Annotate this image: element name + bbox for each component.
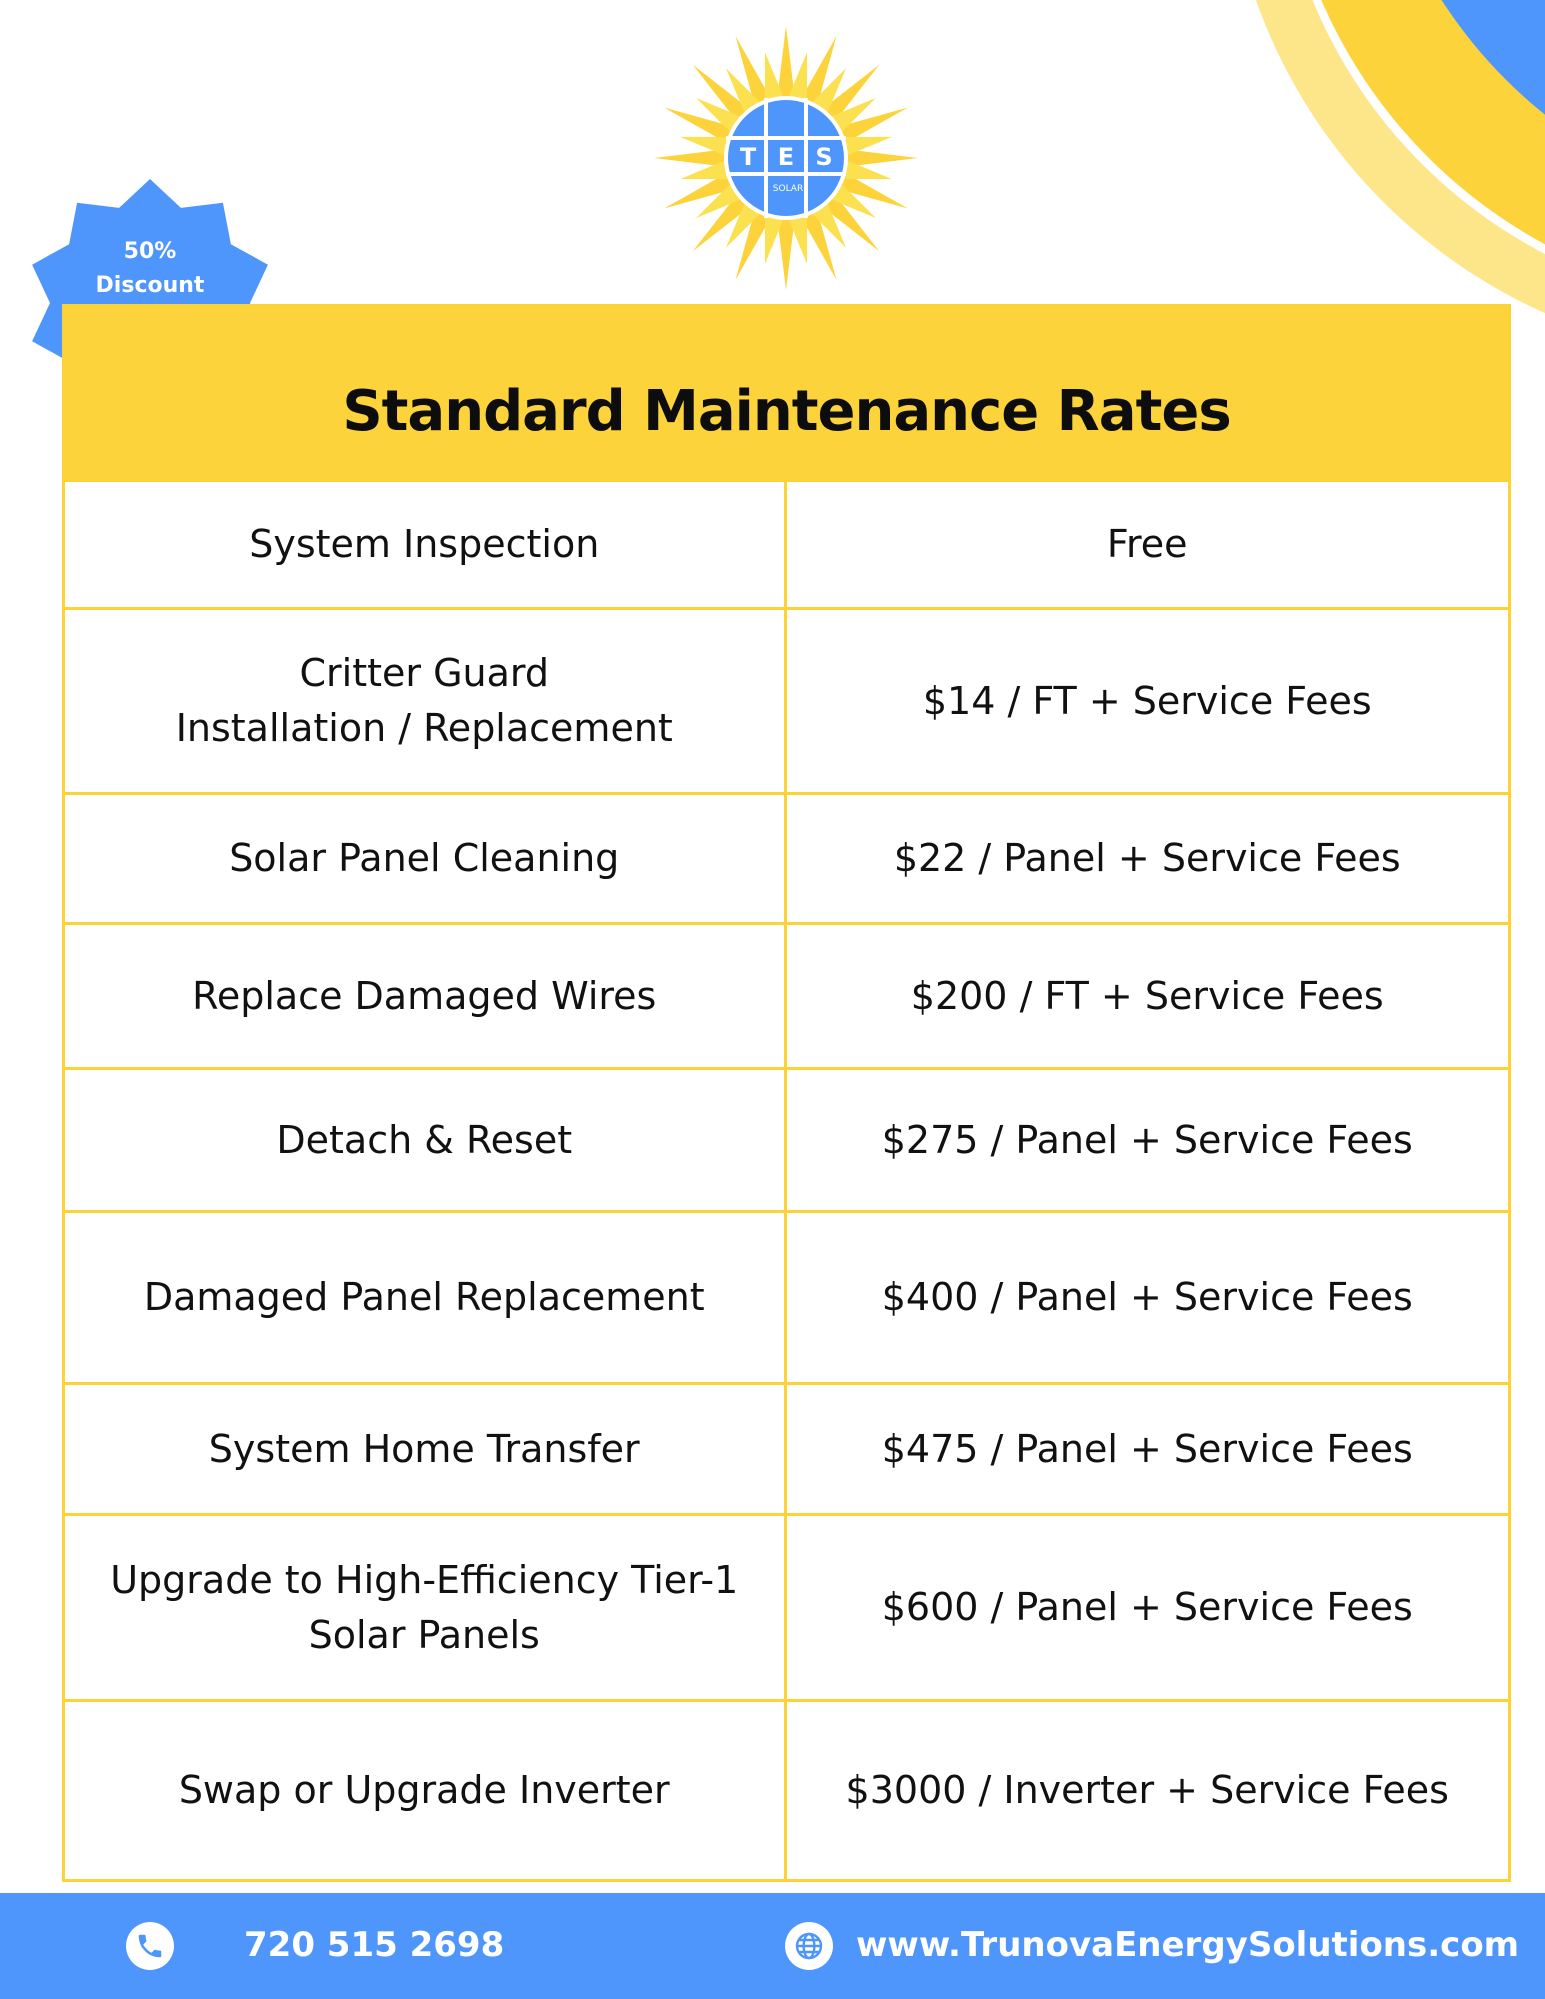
service-price: $600 / Panel + Service Fees <box>881 1585 1413 1629</box>
sun-ray <box>654 149 725 166</box>
sun-ray <box>777 219 794 290</box>
phone-number[interactable]: 720 515 2698 <box>244 1925 505 1965</box>
service-name: Damaged Panel Replacement <box>65 1213 787 1382</box>
service-price: $475 / Panel + Service Fees <box>881 1426 1413 1471</box>
logo-letter-t: T <box>739 143 757 171</box>
table-row <box>65 1210 1508 1382</box>
service-price: $275 / Panel + Service Fees <box>881 1117 1413 1162</box>
service-name: System Home Transfer <box>65 1385 787 1513</box>
page-title: Standard Maintenance Rates <box>342 378 1231 444</box>
service-name: Detach & Reset <box>65 1070 787 1210</box>
sun-ray <box>847 149 918 166</box>
service-name: System Inspection <box>65 482 787 607</box>
service-price: $200 / FT + Service Fees <box>910 973 1384 1018</box>
table-row <box>65 1699 1508 1879</box>
service-price: $3000 / Inverter + Service Fees <box>845 1768 1449 1812</box>
table-row <box>65 792 1508 922</box>
rates-table <box>62 304 1511 1882</box>
logo-letter-s: S <box>815 143 833 171</box>
table-header <box>65 307 1508 479</box>
phone-icon <box>126 1922 174 1970</box>
globe-icon <box>785 1922 833 1970</box>
service-name: Swap or Upgrade Inverter <box>65 1702 787 1879</box>
service-name: Critter Guard Installation / Replacement <box>65 610 787 792</box>
service-name: Solar Panel Cleaning <box>65 795 787 922</box>
table-row <box>65 1513 1508 1699</box>
logo-letter-e: E <box>777 143 795 171</box>
table-row <box>65 1382 1508 1513</box>
sun-logo <box>652 24 920 292</box>
table-row <box>65 922 1508 1067</box>
service-price: $400 / Panel + Service Fees <box>881 1275 1413 1319</box>
service-name: Replace Damaged Wires <box>65 925 787 1067</box>
service-price: Free <box>1106 522 1188 566</box>
badge-line: Discount <box>95 273 205 298</box>
service-name: Upgrade to High-Efficiency Tier-1 Solar Panels <box>65 1516 787 1699</box>
table-row <box>65 607 1508 792</box>
service-price: $22 / Panel + Service Fees <box>893 836 1401 880</box>
corner-decoration <box>1125 0 1545 330</box>
contact-footer <box>0 1893 1545 1999</box>
badge-line: 50% <box>123 239 177 264</box>
logo-subtext: SOLAR <box>772 184 804 194</box>
service-price: $14 / FT + Service Fees <box>922 678 1372 723</box>
sun-ray <box>777 26 794 97</box>
table-row <box>65 1067 1508 1210</box>
table-row <box>65 479 1508 607</box>
website-link[interactable]: www.TrunovaEnergySolutions.com <box>856 1925 1520 1965</box>
